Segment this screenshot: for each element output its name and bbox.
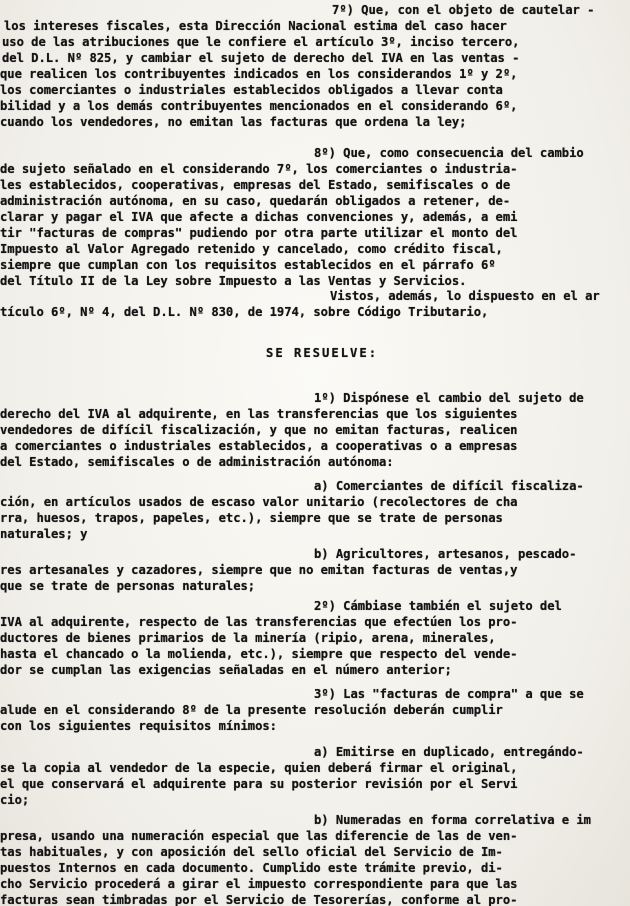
considerando-8-line: les establecidos, cooperativas, empresas del Estado, semifiscales o de [0, 178, 511, 192]
requisito-a-line: el que conservará el adquirente para su posterior revisión por el Servi [0, 777, 518, 791]
considerando-8-line: de sujeto señalado en el considerando 7º, los comerciantes o industria- [0, 162, 518, 176]
item-a-line: rra, huesos, trapos, papeles, etc.), siempre que se trate de personas [0, 511, 503, 525]
resuelvo-1-line: derecho del IVA al adquirente, en las transferencias que los siguientes [0, 407, 518, 421]
requisito-a-line: se la copia al vendedor de la especie, quien deberá firmar el original, [0, 761, 518, 775]
considerando-7-line: 7º) Que, con el objeto de cautelar - [332, 3, 595, 17]
considerando-8-line: tir "facturas de compras" pudiendo por otra parte utilizar el monto del [0, 226, 518, 240]
considerando-7-line: uso de las atribuciones que le confiere el artículo 3º, inciso tercero, [2, 35, 520, 49]
requisito-b-line: cho Servicio procederá a girar el impuesto correspondiente para que las [0, 877, 518, 891]
resuelvo-1-line: vendedores de difícil fiscalización, y que no emitan facturas, realicen [0, 423, 518, 437]
se-resuelve-heading: SE RESUELVE: [266, 346, 379, 360]
item-a-line: a) Comerciantes de difícil fiscaliza- [314, 479, 584, 493]
considerando-8-line: del Título II de la Ley sobre Impuesto a las Ventas y Servicios. [0, 274, 467, 288]
considerando-7-line: los intereses fiscales, esta Dirección Nacional estima del caso hacer [4, 19, 507, 33]
requisito-b-line: presa, usando una numeración especial que las diferencie de las de ven- [0, 829, 518, 843]
resuelvo-3-line: 3º) Las "facturas de compra" a que se [314, 687, 584, 701]
considerando-8-line: Impuesto al Valor Agregado retenido y cancelado, como crédito fiscal, [0, 242, 503, 256]
resuelvo-2-line: dor se cumplan las exigencias señaladas en el número anterior; [0, 663, 452, 677]
resuelvo-3-line: alude en el considerando 8º de la presente resolución deberán cumplir [0, 703, 503, 717]
resuelvo-2-line: ductores de bienes primarios de la minería (ripio, arena, minerales, [0, 631, 496, 645]
requisito-b-line: facturas sean timbradas por el Servicio de Tesorerías, conforme al pro- [0, 893, 518, 906]
resuelvo-2-line: IVA al adquirente, respecto de las transferencias que efectúen los pro- [0, 615, 518, 629]
requisito-b-line: tas habituales, y con aposición del sello oficial del Servicio de Im- [0, 845, 503, 859]
considerando-7-line: cuando los vendedores, no emitan las facturas que ordena la ley; [0, 115, 467, 129]
resuelvo-2-line: 2º) Cámbiase también el sujeto del [314, 599, 562, 613]
considerando-7-line: del D.L. Nº 825, y cambiar el sujeto de derecho del IVA en las ventas - [2, 51, 520, 65]
item-b-line: que se trate de personas naturales; [0, 579, 256, 593]
considerando-8-line: siempre que cumplan con los requisitos establecidos en el párrafo 6º [0, 258, 496, 272]
requisito-b-line: b) Numeradas en forma correlativa e im [314, 813, 591, 827]
considerando-7-line: que realicen los contribuyentes indicados en los considerandos 1º y 2º, [0, 67, 518, 81]
item-b-line: b) Agricultores, artesanos, pescado- [314, 547, 577, 561]
considerando-8-line: clarar y pagar el IVA que afecte a dichas convenciones y, además, a emi [0, 210, 518, 224]
considerando-8-line: administración autónoma, en su caso, quedarán obligados a retener, de- [0, 194, 511, 208]
requisito-a-line: a) Emitirse en duplicado, entregándo- [314, 745, 584, 759]
vistos-line: tículo 6º, Nº 4, del D.L. Nº 830, de 1974, sobre Código Tributario, [0, 305, 489, 319]
resuelvo-1-line: a comerciantes o industriales establecidos, a cooperativas o a empresas [0, 439, 518, 453]
considerando-8-line: 8º) Que, como consecuencia del cambio [314, 146, 584, 160]
resuelvo-1-line: del Estado, semifiscales o de administración autónoma: [0, 455, 394, 469]
vistos-line: Vistos, además, lo dispuesto en el ar [330, 289, 600, 303]
requisito-a-line: cio; [0, 793, 30, 807]
item-a-line: ción, en artículos usados de escaso valor unitario (recolectores de cha [0, 495, 518, 509]
resuelvo-1-line: 1º) Dispónese el cambio del sujeto de [314, 391, 584, 405]
resuelvo-2-line: hasta el chancado o la molienda, etc.), siempre que respecto del vende- [0, 647, 518, 661]
item-b-line: res artesanales y cazadores, siempre que no emitan facturas de ventas,y [0, 563, 518, 577]
resuelvo-3-line: con los siguientes requisitos mínimos: [0, 719, 277, 733]
requisito-b-line: puestos Internos en cada documento. Cumplido este trámite previo, di- [0, 861, 503, 875]
considerando-7-line: bilidad y a los demás contribuyentes mencionados en el considerando 6º, [0, 99, 518, 113]
considerando-7-line: los comerciantes o industriales establecidos obligados a llevar conta [0, 83, 503, 97]
item-a-line: naturales; y [0, 527, 88, 541]
